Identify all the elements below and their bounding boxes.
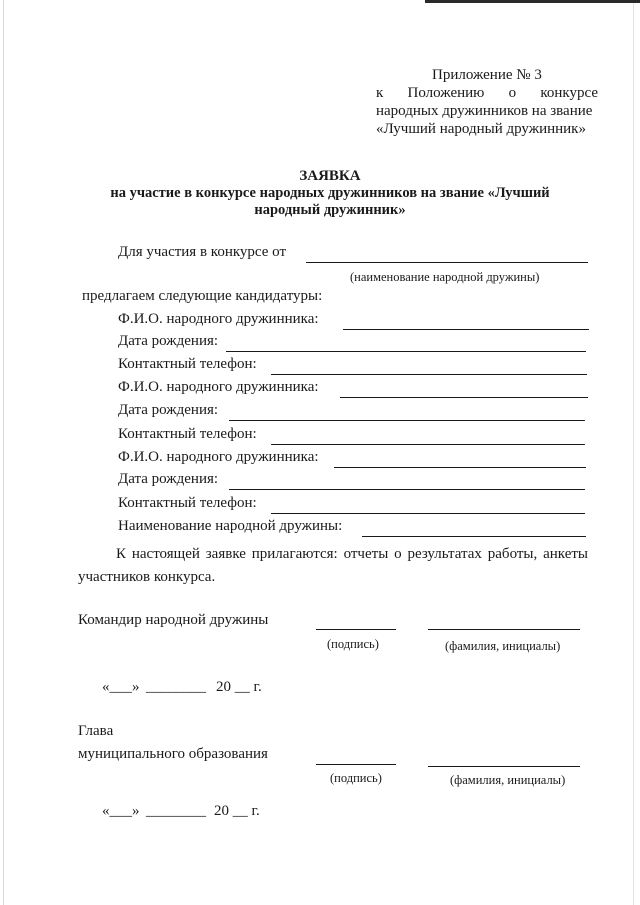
- candidate-name-label: Ф.И.О. народного дружинника:: [118, 379, 319, 395]
- candidate-birth-label: Дата рождения:: [118, 333, 219, 349]
- candidate-birth-label: Дата рождения:: [118, 402, 219, 418]
- participation-label: Для участия в конкурсе от: [118, 244, 287, 260]
- candidate-phone-label: Контактный телефон:: [118, 426, 257, 442]
- heading-title: ЗАЯВКА: [299, 168, 361, 184]
- annex-block: [376, 66, 598, 138]
- candidate-phone-field[interactable]: [271, 513, 585, 514]
- candidate-name-field[interactable]: [334, 467, 586, 468]
- annex-word: к: [376, 85, 384, 101]
- candidate-name-field[interactable]: [343, 329, 589, 330]
- name-caption: (фамилия, инициалы): [450, 773, 566, 787]
- scan-artifact: [425, 0, 640, 3]
- candidate-birth-field[interactable]: [226, 351, 586, 352]
- offer-label: предлагаем следующие кандидатуры:: [82, 288, 323, 304]
- candidate-phone-field[interactable]: [271, 444, 585, 445]
- commander-name-field[interactable]: [428, 629, 580, 630]
- candidate-birth-field[interactable]: [229, 489, 585, 490]
- unit-name-field[interactable]: [306, 262, 588, 263]
- document-heading: [90, 168, 570, 219]
- date-year: 20 __ г.: [216, 679, 262, 695]
- commander-signature-field[interactable]: [316, 629, 396, 630]
- attachment-paragraph: К настоящей заявке прилагаются: отчеты о результатах работы, анкеты участников конкурса.: [78, 546, 588, 585]
- date-month: ________: [146, 679, 206, 695]
- head-name-field[interactable]: [428, 766, 580, 767]
- commander-label: Командир народной дружины: [78, 612, 269, 628]
- date-day: «___»: [102, 803, 140, 819]
- name-caption: (фамилия, инициалы): [445, 639, 561, 653]
- candidate-name-field[interactable]: [340, 397, 588, 398]
- head-label-2: муниципального образования: [78, 746, 268, 762]
- candidate-name-label: Ф.И.О. народного дружинника:: [118, 449, 319, 465]
- annex-title: Приложение № 3: [432, 67, 542, 83]
- candidate-name-label: Ф.И.О. народного дружинника:: [118, 311, 319, 327]
- candidate-birth-field[interactable]: [229, 420, 585, 421]
- annex-word: конкурсе: [540, 85, 598, 101]
- date-month: ________: [146, 803, 206, 819]
- annex-line-3: «Лучший народный дружинник»: [376, 121, 586, 137]
- scan-edge: [3, 0, 4, 905]
- head-label-1: Глава: [78, 723, 114, 739]
- annex-line-1: [376, 84, 598, 102]
- unit-caption: (наименование народной дружины): [350, 270, 540, 284]
- annex-word: Положению: [407, 85, 485, 101]
- candidate-phone-label: Контактный телефон:: [118, 495, 257, 511]
- candidate-phone-field[interactable]: [271, 374, 587, 375]
- sign-caption: (подпись): [327, 637, 379, 651]
- unit-name-input[interactable]: [362, 536, 586, 537]
- candidate-phone-label: Контактный телефон:: [118, 356, 257, 372]
- unit-name-label: Наименование народной дружины:: [118, 518, 343, 534]
- heading-subtitle-1: на участие в конкурсе народных дружинников на звание «Лучший: [110, 185, 550, 201]
- candidate-birth-label: Дата рождения:: [118, 471, 219, 487]
- head-signature-field[interactable]: [316, 764, 396, 765]
- scan-edge: [633, 0, 634, 905]
- annex-word: о: [508, 85, 517, 101]
- date-day: «___»: [102, 679, 140, 695]
- sign-caption: (подпись): [330, 771, 382, 785]
- heading-subtitle-2: народный дружинник»: [254, 202, 406, 218]
- annex-line-2: народных дружинников на звание: [376, 103, 593, 119]
- date-year: 20 __ г.: [214, 803, 260, 819]
